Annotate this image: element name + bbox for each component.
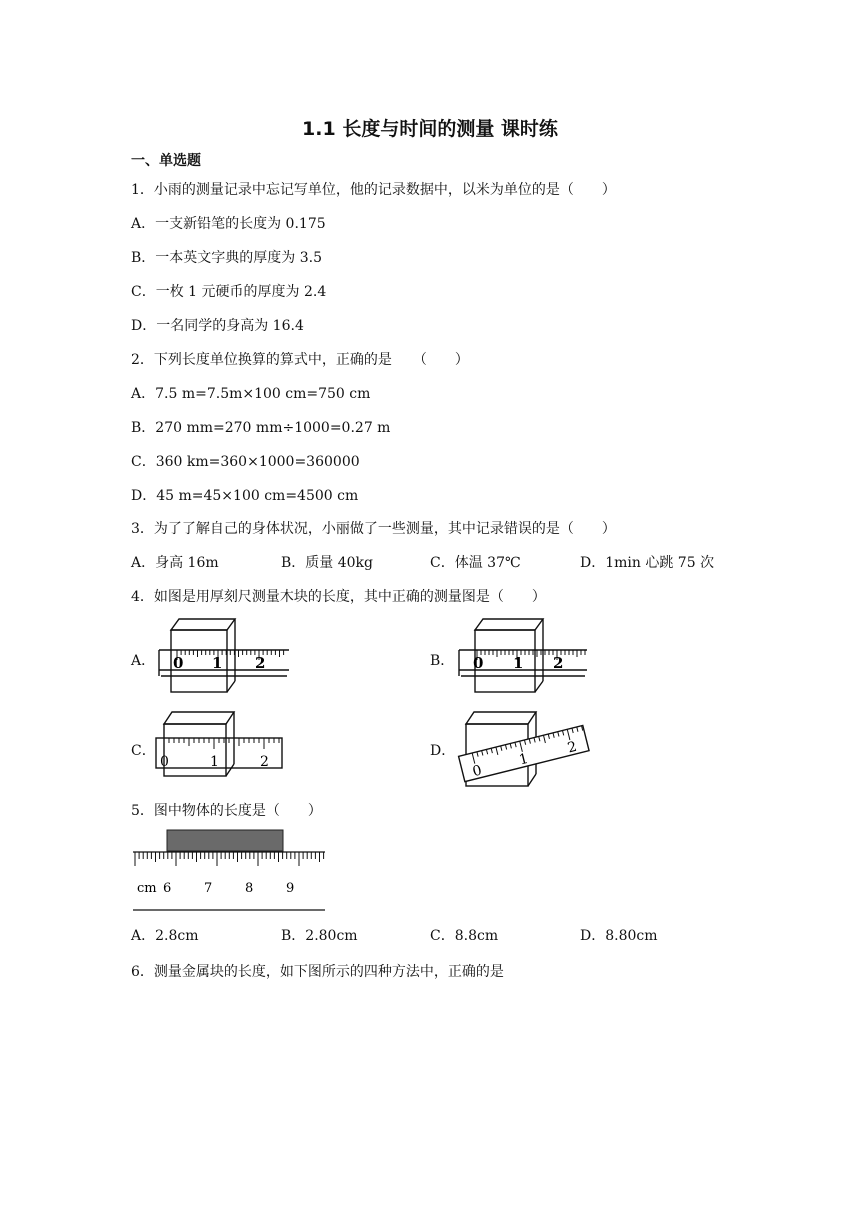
figure-c-ruler-diagram — [152, 706, 292, 780]
question-3-stem: 3．为了了解自己的身体状况，小丽做了一些测量，其中记录错误的是（ ） — [131, 521, 616, 537]
figure-b-tick-1: 1 — [513, 654, 524, 672]
figure-d-label: D． — [430, 743, 456, 759]
question-3-option-b: B．质量 40kg — [281, 555, 373, 571]
question-3-option-d: D．1min 心跳 75 次 — [580, 555, 715, 571]
question-5-option-b: B．2.80cm — [281, 928, 358, 944]
question-6-stem: 6．测量金属块的长度，如下图所示的四种方法中，正确的是 — [131, 964, 504, 980]
ruler-unit-label: cm — [137, 881, 157, 896]
figure-c-tick-0: 0 — [160, 754, 169, 770]
figure-c-tick-2: 2 — [260, 754, 269, 770]
question-2-option-a: A．7.5 m=7.5m×100 cm=750 cm — [131, 386, 371, 402]
question-5-ruler-ticks — [135, 852, 324, 866]
figure-b-tick-2: 2 — [553, 654, 564, 672]
question-5-option-c: C．8.8cm — [430, 928, 499, 944]
question-1-option-a: A．一支新铅笔的长度为 0.175 — [131, 216, 326, 232]
question-5-stem: 5．图中物体的长度是（ ） — [131, 803, 322, 819]
section-heading: 一、单选题 — [131, 153, 201, 169]
question-5-option-d: D．8.80cm — [580, 928, 658, 944]
ruler-tick-6: 6 — [163, 881, 172, 896]
question-2-stem: 2．下列长度单位换算的算式中，正确的是 （ ） — [131, 352, 469, 368]
figure-a-label: A． — [131, 653, 156, 669]
question-2-option-c: C．360 km=360×1000=360000 — [131, 454, 360, 470]
figure-a-tick-1: 1 — [212, 654, 223, 672]
question-2-option-b: B．270 mm=270 mm÷1000=0.27 m — [131, 420, 391, 436]
ruler-tick-7: 7 — [204, 881, 213, 896]
figure-d-tick-0: 0 — [470, 762, 484, 781]
figure-d-tick-2: 2 — [566, 738, 579, 757]
question-5-option-a: A．2.8cm — [131, 928, 199, 944]
question-5-ruler-diagram — [131, 828, 331, 916]
figure-b-label: B． — [430, 653, 455, 669]
figure-c-ruler-ticks — [164, 738, 279, 749]
question-1-stem: 1．小雨的测量记录中忘记写单位，他的记录数据中，以米为单位的是（ ） — [131, 182, 616, 198]
question-2-option-d: D．45 m=45×100 cm=4500 cm — [131, 488, 359, 504]
question-3-option-c: C．体温 37℃ — [430, 555, 521, 571]
question-1-option-b: B．一本英文字典的厚度为 3.5 — [131, 250, 323, 266]
question-1-option-d: D．一名同学的身高为 16.4 — [131, 318, 304, 334]
figure-c-label: C． — [131, 743, 156, 759]
ruler-tick-8: 8 — [245, 881, 254, 896]
figure-b-ruler-diagram — [455, 612, 595, 696]
page-title: 1.1 长度与时间的测量 课时练 — [302, 118, 558, 140]
figure-c-tick-1: 1 — [210, 754, 219, 770]
figure-a-tick-0: 0 — [173, 654, 184, 672]
figure-b-tick-0: 0 — [473, 654, 484, 672]
figure-a-tick-2: 2 — [255, 654, 266, 672]
figure-a-ruler-ticks — [177, 650, 284, 660]
figure-a-ruler-diagram — [155, 612, 295, 696]
measured-object — [167, 830, 283, 851]
figure-d-tick-1: 1 — [517, 750, 531, 769]
figure-d-ruler-diagram — [456, 704, 594, 790]
question-4-stem: 4．如图是用厚刻尺测量木块的长度，其中正确的测量图是（ ） — [131, 589, 546, 605]
question-3-option-a: A．身高 16m — [131, 555, 219, 571]
ruler-tick-9: 9 — [286, 881, 295, 896]
figure-b-ruler-ticks — [477, 650, 585, 660]
question-1-option-c: C．一枚 1 元硬币的厚度为 2.4 — [131, 284, 327, 300]
